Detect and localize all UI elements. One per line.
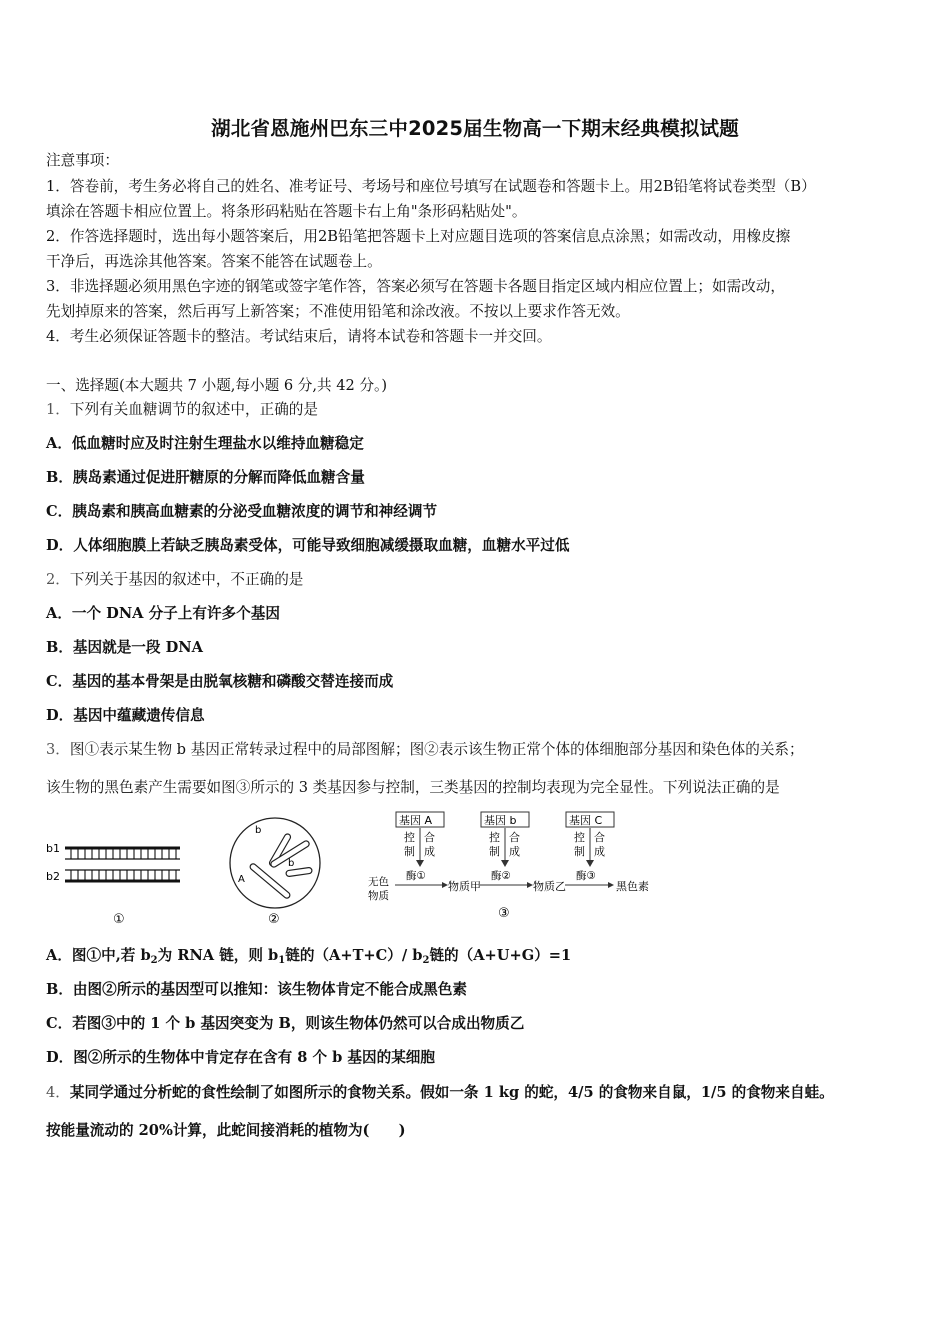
- label-b: b: [288, 858, 295, 869]
- question-4-stem: [46, 1083, 834, 1103]
- gene-b-box: 基因 b: [484, 814, 517, 827]
- option-text: 链的（A+U+G）=1: [429, 947, 572, 964]
- question-number: 1．: [46, 401, 70, 418]
- question-4-stem-cont: 按能量流动的 20%计算，此蛇间接消耗的植物为( ): [46, 1122, 406, 1139]
- notice-line: 1．答卷前，考生务必将自己的姓名、准考证号、考场号和座位号填写在试题卷和答题卡上。用2B铅笔将试卷类型（B）: [46, 178, 816, 195]
- question-3-stem: [46, 740, 804, 760]
- option-text: 为 RNA 链，则 b: [157, 947, 279, 964]
- notice-line: 2．作答选择题时，选出每小题答案后，用2B铅笔把答题卡上对应题目选项的答案信息点涂黑；如需改动，用橡皮擦: [46, 228, 791, 245]
- option-text: 链的（A+T+C）/ b: [285, 947, 423, 964]
- q1-option-c: C．胰岛素和胰高血糖素的分泌受血糖浓度的调节和神经调节: [46, 503, 438, 520]
- text-combine: 合: [594, 831, 605, 844]
- text-make: 制: [404, 845, 415, 858]
- q2-option-b: B．基因就是一段 DNA: [46, 639, 203, 656]
- gene-a-box: 基因 A: [399, 814, 433, 827]
- gene-c-box: 基因 C: [569, 814, 603, 827]
- text-control: 控: [574, 831, 585, 844]
- question-text: 下列有关血糖调节的叙述中，正确的是: [69, 401, 318, 418]
- figure-1-caption: ①: [113, 912, 125, 927]
- q3-option-b: B．由图②所示的基因型可以推知：该生物体肯定不能合成黑色素: [46, 981, 467, 998]
- q2-option-d: D．基因中蕴藏遗传信息: [46, 707, 205, 724]
- subscript: 2: [150, 955, 158, 966]
- notice-heading: 注意事项：: [46, 152, 119, 169]
- figure-3-pathway: [368, 812, 649, 921]
- enzyme-3: 酶③: [576, 870, 596, 882]
- question-number: 4．: [46, 1084, 70, 1101]
- figure-2-cell: [230, 818, 320, 927]
- q2-option-c: C．基因的基本骨架是由脱氧核糖和磷酸交替连接而成: [46, 673, 394, 690]
- question-2-stem: [46, 570, 303, 590]
- question-text: 下列关于基因的叙述中，不正确的是: [69, 571, 304, 588]
- text-combine: 合: [424, 831, 435, 844]
- q3-figures: [40, 805, 680, 930]
- label-b1: b1: [46, 842, 60, 855]
- text-form: 成: [509, 845, 520, 858]
- subscript: 2: [422, 955, 430, 966]
- q1-option-a: A．低血糖时应及时注射生理盐水以维持血糖稳定: [46, 435, 364, 452]
- notice-line: 4．考生必须保证答题卡的整洁。考试结束后，请将本试卷和答题卡一并交回。: [46, 328, 552, 345]
- option-text: A．图①中,若 b: [46, 947, 151, 964]
- subscript: 1: [278, 955, 286, 966]
- question-number: 3．: [46, 741, 70, 758]
- figure-3-caption: ③: [498, 906, 510, 921]
- text-make: 制: [574, 845, 585, 858]
- question-number: 2．: [46, 571, 70, 588]
- q2-option-a: A．一个 DNA 分子上有许多个基因: [46, 605, 280, 622]
- figure-1-dna: [46, 842, 180, 927]
- q1-option-d: D．人体细胞膜上若缺乏胰岛素受体，可能导致细胞减缓摄取血糖，血糖水平过低: [46, 537, 570, 554]
- section-heading: 一、选择题(本大题共 7 小题,每小题 6 分,共 42 分。): [46, 377, 388, 394]
- question-text: 某同学通过分析蛇的食性绘制了如图所示的食物关系。假如一条 1 kg 的蛇，4/5 的食物来自鼠，1/5 的食物来自蛙。: [69, 1084, 834, 1101]
- label-b: b: [255, 825, 262, 836]
- enzyme-2: 酶②: [491, 870, 511, 882]
- q3-option-c: C．若图③中的 1 个 b 基因突变为 B，则该生物体仍然可以合成出物质乙: [46, 1015, 525, 1032]
- text-form: 成: [594, 845, 605, 858]
- text-combine: 合: [509, 831, 520, 844]
- question-1-stem: [46, 400, 318, 420]
- text-make: 制: [489, 845, 500, 858]
- q3-option-d: D．图②所示的生物体中肯定存在含有 8 个 b 基因的某细胞: [46, 1049, 435, 1066]
- enzyme-1: 酶①: [406, 870, 426, 882]
- q1-option-b: B．胰岛素通过促进肝糖原的分解而降低血糖含量: [46, 469, 365, 486]
- colorless-substance: 物质: [368, 890, 389, 902]
- label-b2: b2: [46, 870, 60, 883]
- text-control: 控: [404, 831, 415, 844]
- notice-line: 填涂在答题卡相应位置上。将条形码粘贴在答题卡右上角"条形码粘贴处"。: [46, 203, 527, 220]
- page-title: 湖北省恩施州巴东三中2025届生物高一下期末经典模拟试题: [211, 117, 739, 140]
- question-3-stem-cont: 该生物的黑色素产生需要如图③所示的 3 类基因参与控制，三类基因的控制均表现为完全显性。下列说法正确的是: [46, 779, 780, 796]
- figure-2-caption: ②: [268, 912, 280, 927]
- question-text: 图①表示某生物 b 基因正常转录过程中的局部图解；图②表示该生物正常个体的体细胞部分基因和染色体的关系；: [69, 741, 804, 758]
- melanin: 黑色素: [616, 880, 649, 893]
- substance-b: 物质乙: [533, 880, 566, 893]
- text-control: 控: [489, 831, 500, 844]
- text-form: 成: [424, 845, 435, 858]
- substance-a: 物质甲: [448, 880, 481, 893]
- label-a: A: [238, 874, 245, 885]
- colorless-substance: 无色: [368, 876, 389, 888]
- notice-line: 干净后，再选涂其他答案。答案不能答在试题卷上。: [46, 253, 382, 270]
- notice-line: 3．非选择题必须用黑色字迹的钢笔或签字笔作答，答案必须写在答题卡各题目指定区域内相应位置上；如需改动，: [46, 278, 785, 295]
- q3-option-a: [46, 946, 571, 971]
- notice-line: 先划掉原来的答案，然后再写上新答案；不准使用铅笔和涂改液。不按以上要求作答无效。: [46, 303, 630, 320]
